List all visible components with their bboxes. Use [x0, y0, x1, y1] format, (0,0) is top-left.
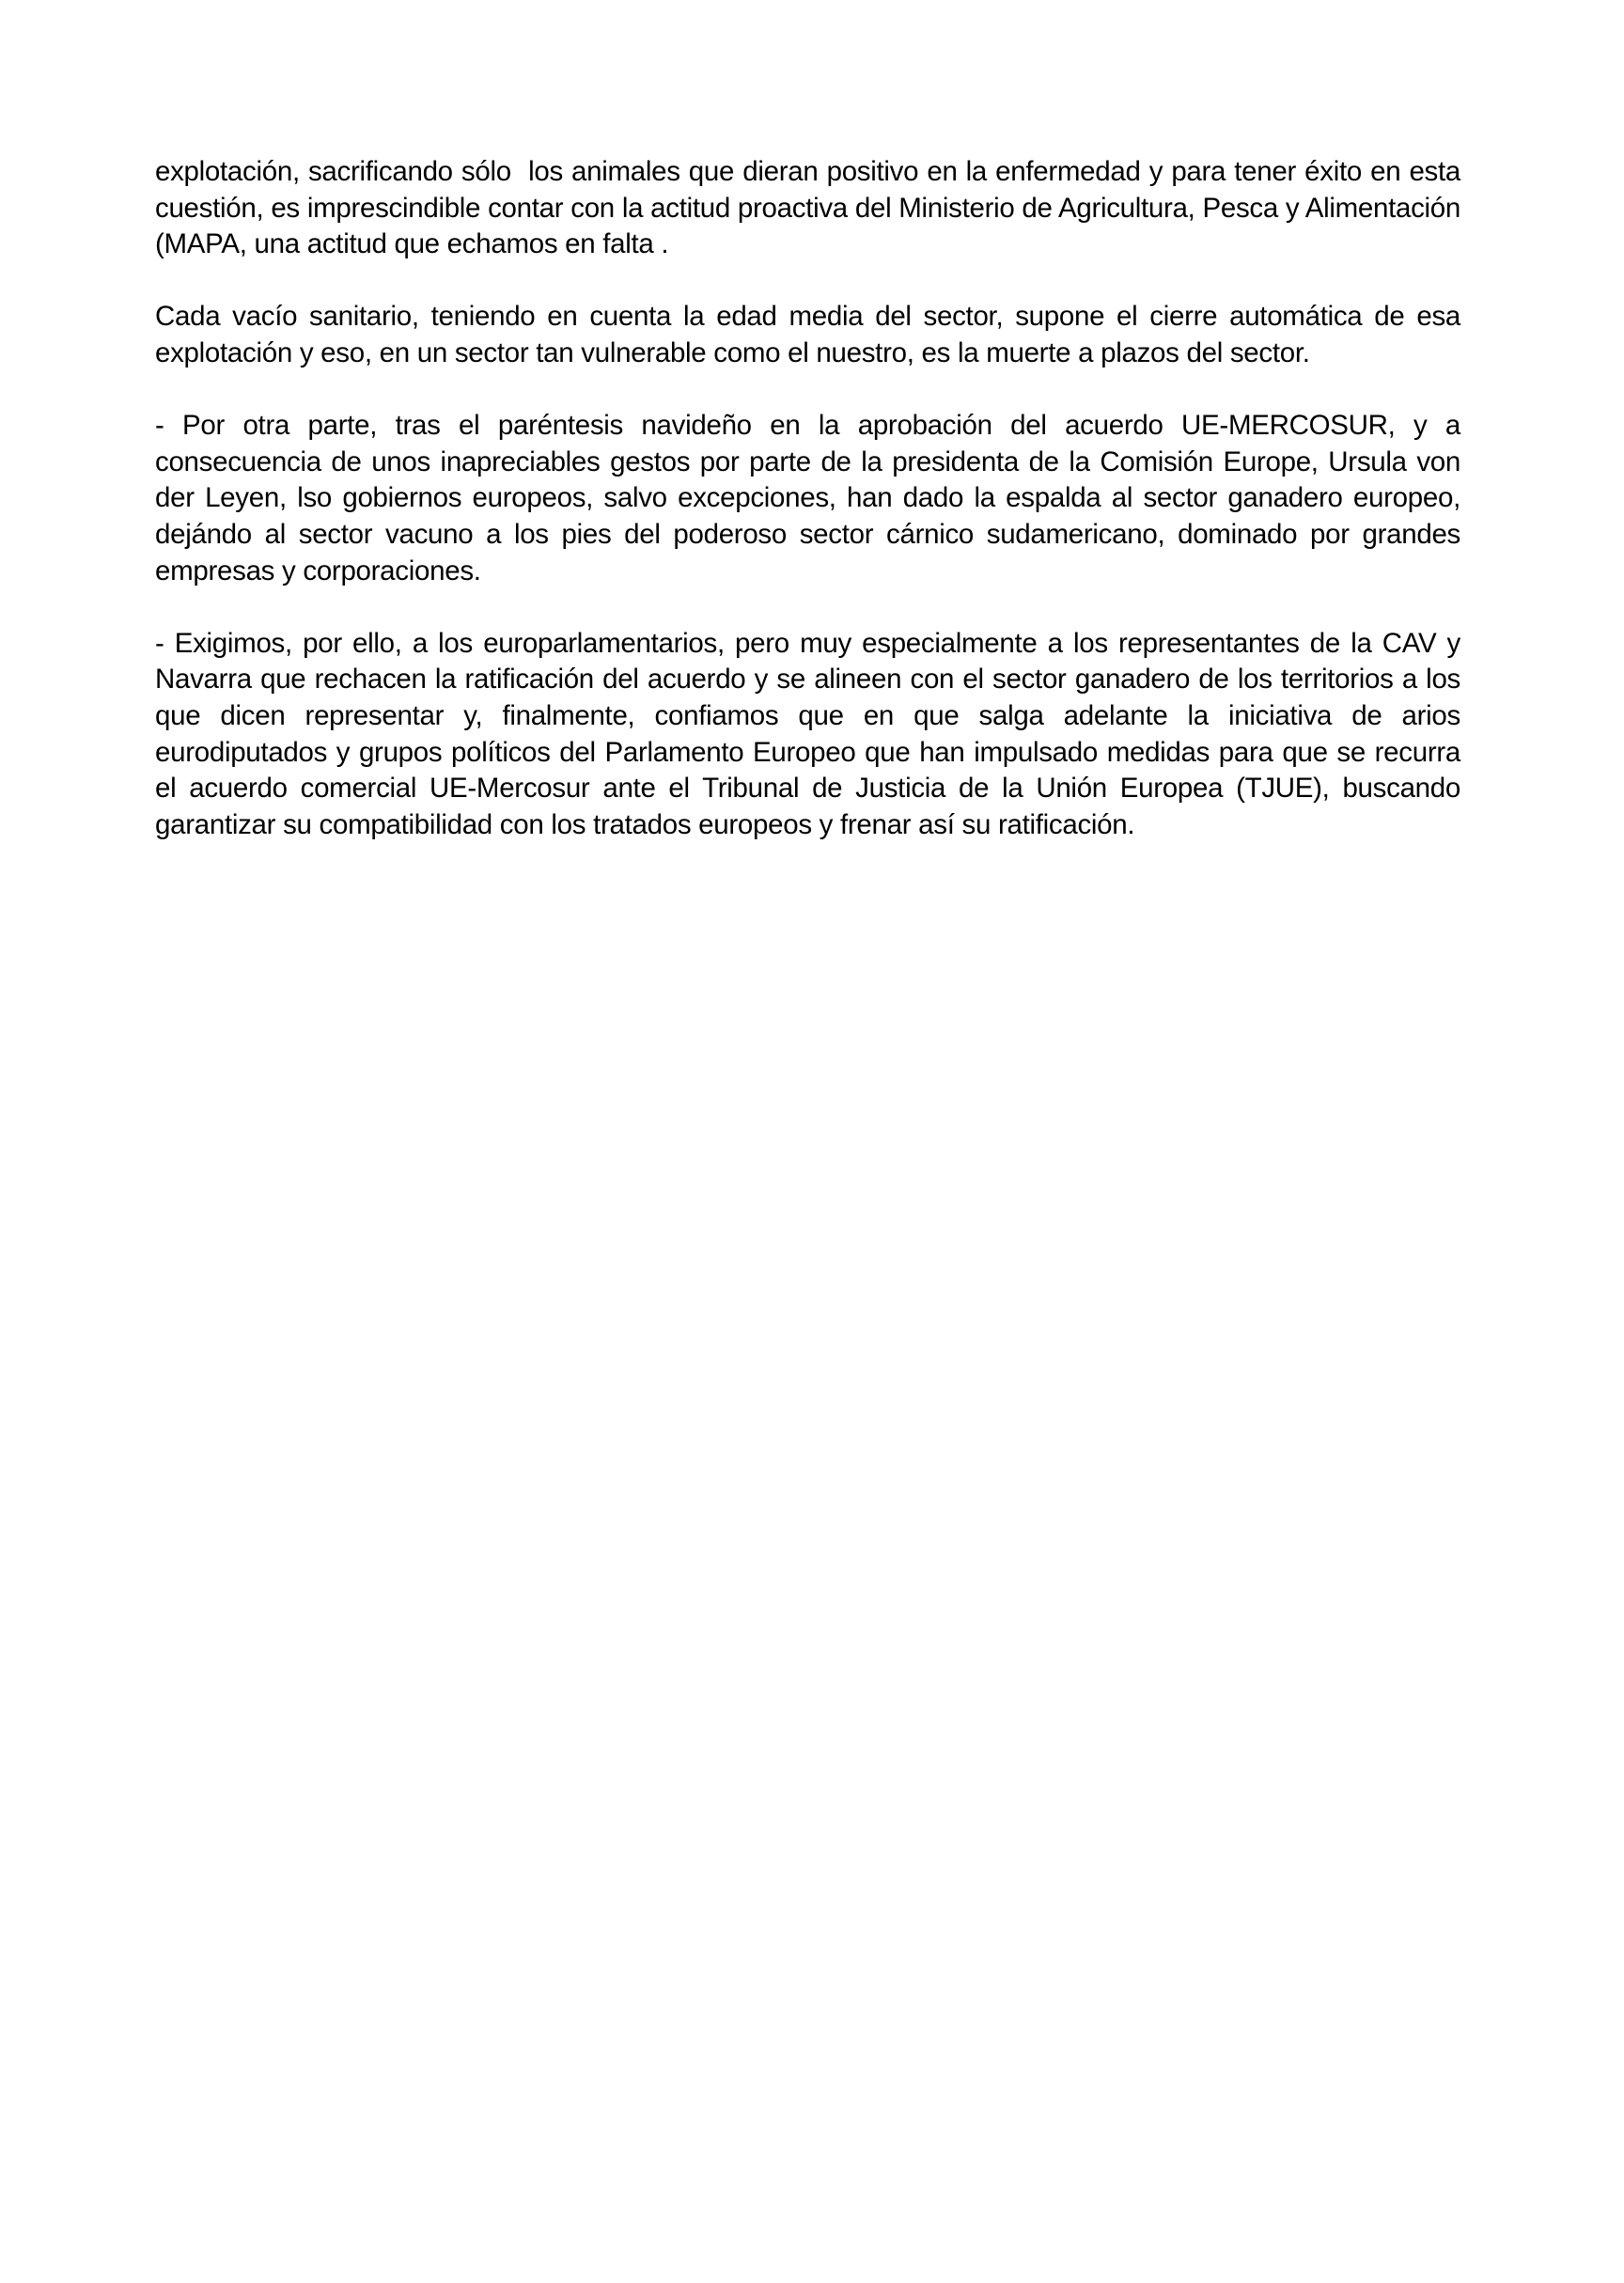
document-body — [155, 154, 1468, 880]
paragraph-demands-meps: - Exigimos, por ello, a los europarlamentarios, pero muy especialmente a los representantes de la CAV y Navarra que rechacen la ratificación del acuerdo y se alineen con el sector ganadero de los territorios a los que dicen representar y, finalmente, confiamos que en que salga adelante la iniciativa de arios eurodiputados y grupos políticos del Parlamento Europeo que han impulsado medidas para que se recurra el acuerdo comercial UE-Mercosur ante el Tribunal de Justicia de la Unión Europea (TJUE), buscando garantizar su compatibilidad con los tratados europeos y frenar así su ratificación. — [155, 627, 1468, 840]
paragraph-sanitary-void: Cada vacío sanitario, teniendo en cuenta la edad media del sector, supone el cierre automática de esa explotación y eso, en un sector tan vulnerable como el nuestro, es la muerte a plazos del sector. — [155, 301, 1468, 368]
paragraph-sanitary-measures: explotación, sacrificando sólo los animales que dieran positivo en la enfermedad y para tener éxito en esta cuestión, es imprescindible contar con la actitud proactiva del Ministerio de Agricultura, Pesca y Alimentación (MAPA, una actitud que echamos en falta . — [155, 156, 1468, 260]
paragraph-mercosur-agreement: - Por otra parte, tras el paréntesis navideño en la aprobación del acuerdo UE-MERCOSUR, y a consecuencia de unos inapreciables gestos por parte de la presidenta de la Comisión Europe, Ursula von der Leyen, lso gobiernos europeos, salvo excepciones, han dado la espalda al sector ganadero europeo, dejándo al sector vacuno a los pies del poderoso sector cárnico sudamericano, dominado por grandes empresas y corporaciones. — [155, 410, 1468, 586]
